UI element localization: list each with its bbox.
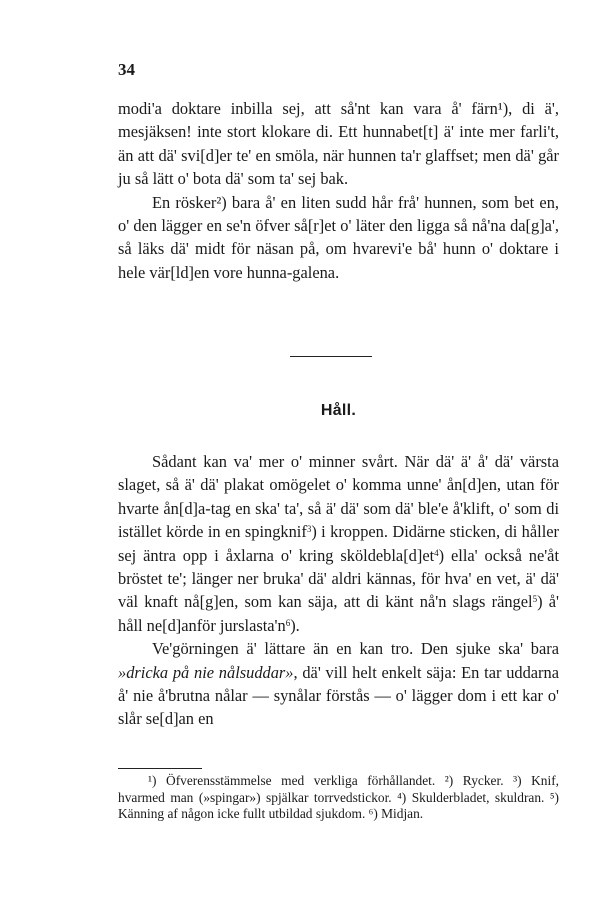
paragraph — [118, 637, 559, 731]
footnote-ref: 4 — [434, 547, 439, 558]
text-run: , dä' vill helt enkelt säja: En tar uddarna å' nie å'brutna nålar — synålar förstås — o' lägger dom i ett kar o' slår se[d]an en — [118, 662, 559, 729]
body-text-section-1 — [118, 97, 559, 284]
footnote-ref: 3 — [306, 524, 312, 535]
footnote-divider — [118, 768, 202, 769]
text-run: ) i kroppen. Didärne sticken, di håller sej äntra opp i åxlarna o' kring sköldebla[d]et — [118, 522, 559, 565]
italic-phrase: »dricka på nie nålsuddar» — [118, 662, 294, 682]
footnote-text: ¹) Öfverensstämmelse med verkliga förhållandet. ²) Rycker. ³) Knif, hvarmed man (»spingar») spjälkar torrvedstickor. ⁴) Skulderbladet, skuldran. ⁵) Känning af någon icke fullt utbildad sjukdom. ⁶) Midjan. — [118, 773, 559, 821]
section-heading: Håll. — [320, 402, 357, 419]
text-run: ). — [290, 615, 300, 635]
paragraph: En rösker²) bara å' en liten sudd hår frå' hunnen, som bet en, o' den lägger en se'n öfver så[r]et o' läter den ligga så nå'na da[g]a', så läks dä' midt för näsan på, om hvarevi'e bå' hunn o' doktare i hele vär[ld]en vore hunna-galena. — [118, 192, 559, 282]
page-number: 34 — [118, 60, 135, 79]
text-run: Ve'görningen ä' lättare än en kan tro. Den sjuke ska' bara — [152, 639, 559, 659]
text-run: ) ella' också ne'åt bröstet te'; länger ner bruka' dä' aldri kännas, för hva' en vet, ä' dä' väl knaft nå[g]en, som kan säja, att di känt nå'n slags rängel — [118, 545, 559, 612]
body-text-section-2 — [118, 450, 559, 731]
footnotes — [118, 773, 559, 823]
text-run: ) å' håll ne[d]anför jurslasta'n — [118, 592, 559, 635]
paragraph — [118, 450, 559, 637]
paragraph: modi'a doktare inbilla sej, att så'nt kan vara å' färn¹), di ä', mesjäksen! inte stort klokare di. Ett hunnabet[t] ä' inte mer farli't, än att dä' svi[d]er te' en smöla, när hunnen ta'r glaffset; men dä' går ju så lätt o' bota dä' som ta' sej bak. — [118, 99, 559, 189]
text-run: Sådant kan va' mer o' minner svårt. När dä' ä' å' dä' värsta slaget, så ä' dä' plakat omögelet o' komma unne' ån[d]en, utan för hvarte ån[d]a-tag en ska' ta', så ä' dä' som dä' ble'e å'klift, o' som di istället körde in en spingknif — [118, 452, 559, 542]
footnote-ref: 5 — [532, 594, 538, 605]
section-divider — [290, 356, 372, 357]
footnote-ref: 6 — [285, 617, 291, 628]
